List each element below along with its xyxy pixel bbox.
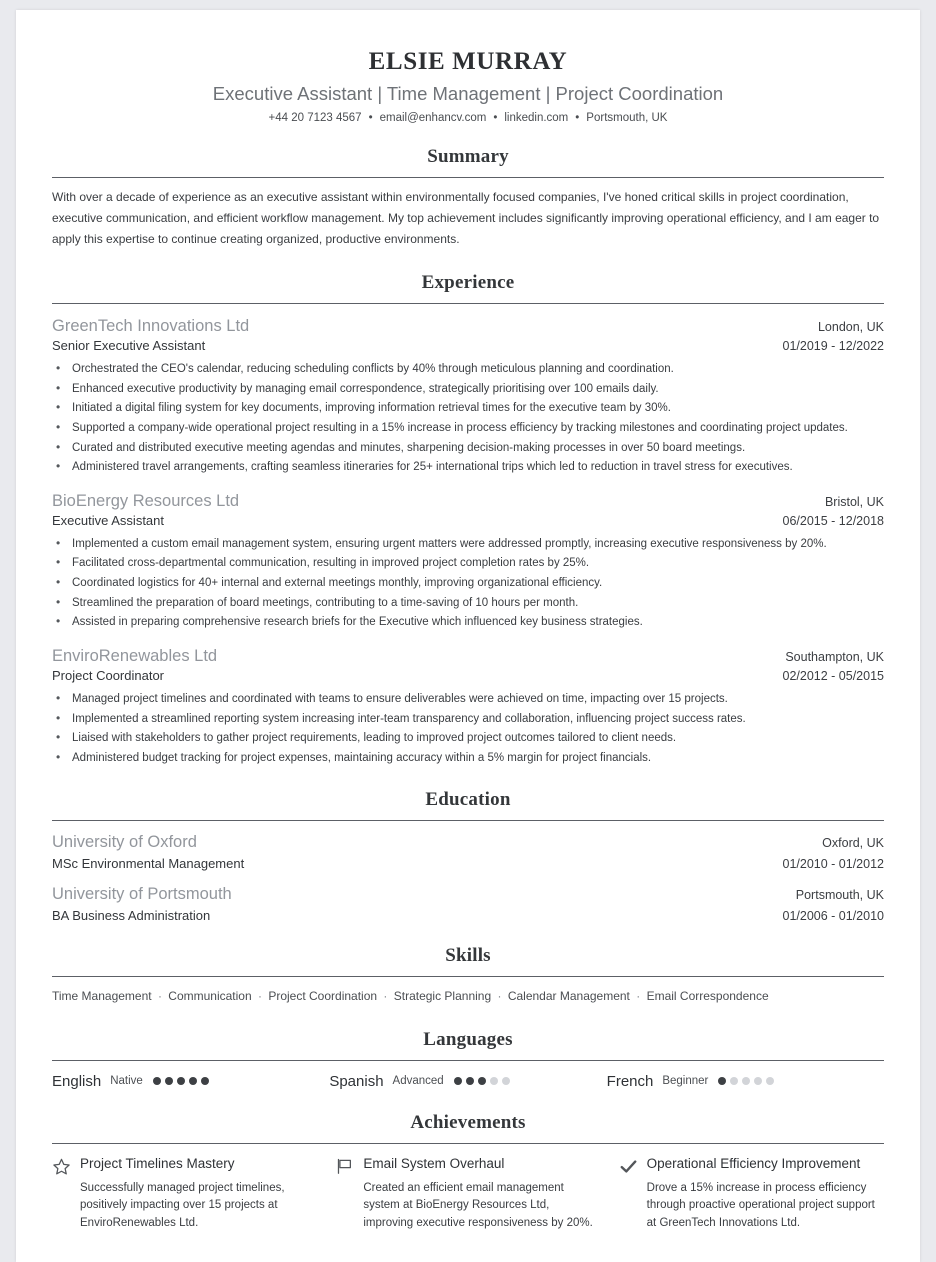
language-level-dot bbox=[742, 1077, 750, 1085]
employer-name: BioEnergy Resources Ltd bbox=[52, 491, 240, 510]
achievement-title: Operational Efficiency Improvement bbox=[646, 1155, 861, 1171]
section-summary bbox=[52, 146, 884, 250]
achievement-item bbox=[335, 1156, 600, 1233]
education-entry bbox=[52, 885, 884, 923]
section-achievements bbox=[52, 1112, 884, 1233]
education-dates: 01/2010 - 01/2012 bbox=[782, 857, 884, 872]
contact-item: email@enhancv.com bbox=[379, 112, 487, 124]
school-name: University of Oxford bbox=[52, 833, 197, 852]
contact-line bbox=[52, 112, 884, 124]
experience-entry bbox=[52, 317, 884, 477]
employment-dates: 02/2012 - 05/2015 bbox=[782, 668, 884, 683]
skill-separator: · bbox=[254, 989, 266, 1004]
skill-item: Time Management bbox=[52, 989, 152, 1004]
achievement-item bbox=[52, 1156, 317, 1233]
summary-text: With over a decade of experience as an executive assistant within environmentally focused companies, I've honed critical skills in project coordination, executive communication, and efficient workflow management. My top achievement includes significantly improving operational efficiency, and I am eager to apply this expertise to continue creating organized, productive environments. bbox=[52, 190, 880, 246]
section-title-achievements: Achievements bbox=[410, 1111, 526, 1133]
language-level-dot bbox=[177, 1077, 185, 1085]
experience-bullet: • Implemented a custom email management system, ensuring urgent matters were addressed promptly, increasing executive responsiveness by 20%. bbox=[52, 535, 884, 554]
candidate-headline: Executive Assistant | Time Management | Project Coordination bbox=[212, 83, 724, 104]
skill-separator: · bbox=[380, 989, 391, 1004]
achievement-description: Created an efficient email management system at BioEnergy Resources Ltd, improving executive responsiveness by 20%. bbox=[363, 1181, 593, 1230]
language-level-dot bbox=[454, 1077, 462, 1085]
experience-bullet: • Supported a company-wide operational project resulting in a 15% increase in process efficiency by tracking milestones and coordinating project updates. bbox=[52, 419, 884, 438]
language-level-dot bbox=[478, 1077, 486, 1085]
experience-bullet: • Initiated a digital filing system for key documents, improving information retrieval times for the executive team by 30%. bbox=[52, 399, 884, 418]
education-entry-header bbox=[52, 833, 884, 852]
experience-bullet: • Administered budget tracking for project expenses, maintaining accuracy within a 5% margin for project financials. bbox=[52, 749, 884, 768]
section-title-languages: Languages bbox=[423, 1028, 513, 1050]
section-divider bbox=[52, 976, 884, 977]
achievement-description: Successfully managed project timelines, positively impacting over 15 projects at EnviroRenewables Ltd. bbox=[80, 1181, 285, 1230]
contact-separator: • bbox=[368, 112, 373, 124]
achievement-title: Email System Overhaul bbox=[363, 1155, 505, 1171]
achievement-header bbox=[52, 1156, 317, 1176]
section-languages bbox=[52, 1029, 884, 1090]
school-location: Portsmouth, UK bbox=[795, 888, 884, 903]
achievement-description: Drove a 15% increase in process efficiency through proactive operational project support at GreenTech Innovations Ltd. bbox=[646, 1181, 875, 1230]
language-level-meter bbox=[153, 1077, 209, 1085]
language-level-dot bbox=[466, 1077, 474, 1085]
section-education bbox=[52, 789, 884, 923]
experience-bullet: • Facilitated cross-departmental communication, resulting in improved project completion rates by 25%. bbox=[52, 554, 884, 573]
experience-bullets bbox=[52, 690, 884, 768]
education-entry bbox=[52, 833, 884, 871]
experience-bullet: • Assisted in preparing comprehensive research briefs for the Executive which influenced key business strategies. bbox=[52, 613, 884, 632]
employment-dates: 06/2015 - 12/2018 bbox=[782, 513, 884, 528]
degree-name: MSc Environmental Management bbox=[52, 856, 245, 872]
skill-item: Project Coordination bbox=[268, 989, 378, 1004]
language-item bbox=[329, 1073, 606, 1090]
school-location: Oxford, UK bbox=[822, 836, 884, 851]
language-level-dot bbox=[201, 1077, 209, 1085]
job-title: Senior Executive Assistant bbox=[52, 338, 206, 353]
skills-list bbox=[52, 987, 884, 1006]
experience-entry bbox=[52, 647, 884, 768]
employer-name: EnviroRenewables Ltd bbox=[52, 646, 218, 665]
experience-bullet: • Administered travel arrangements, crafting seamless itineraries for 25+ international trips which led to reduction in travel stress for executives. bbox=[52, 458, 884, 477]
contact-item: +44 20 7123 4567 bbox=[268, 112, 362, 124]
experience-bullet: • Streamlined the preparation of board meetings, contributing to a time-saving of 10 hours per month. bbox=[52, 594, 884, 613]
experience-bullets bbox=[52, 535, 884, 632]
school-name: University of Portsmouth bbox=[52, 885, 232, 904]
employer-location: Bristol, UK bbox=[824, 494, 884, 509]
skill-separator: · bbox=[154, 989, 166, 1004]
language-level-dot bbox=[502, 1077, 510, 1085]
skill-item: Strategic Planning bbox=[393, 989, 492, 1004]
language-level-dot bbox=[490, 1077, 498, 1085]
language-level-dot bbox=[165, 1077, 173, 1085]
achievement-header bbox=[619, 1156, 884, 1176]
education-entry-header bbox=[52, 885, 884, 904]
achievement-item bbox=[619, 1156, 884, 1233]
language-level-dot bbox=[189, 1077, 197, 1085]
languages-list bbox=[52, 1073, 884, 1090]
resume-page bbox=[16, 10, 920, 1262]
education-list bbox=[52, 833, 884, 923]
experience-bullets bbox=[52, 360, 884, 477]
contact-separator: • bbox=[493, 112, 498, 124]
experience-entry-subheader bbox=[52, 513, 884, 528]
employer-location: Southampton, UK bbox=[785, 649, 884, 664]
language-name: Spanish bbox=[329, 1072, 384, 1090]
resume-content bbox=[16, 10, 920, 1233]
section-divider bbox=[52, 820, 884, 821]
education-entry-subheader bbox=[52, 854, 884, 871]
employment-dates: 01/2019 - 12/2022 bbox=[782, 339, 884, 353]
skill-separator: · bbox=[632, 989, 644, 1004]
job-title: Executive Assistant bbox=[52, 512, 164, 528]
experience-entry-header bbox=[52, 317, 884, 336]
skill-item: Calendar Management bbox=[507, 989, 630, 1004]
experience-bullet: • Managed project timelines and coordinated with teams to ensure deliverables were achieved on time, impacting over 15 projects. bbox=[52, 690, 884, 709]
skill-item: Email Correspondence bbox=[646, 989, 769, 1004]
section-divider bbox=[52, 1143, 884, 1144]
experience-bullet: • Enhanced executive productivity by managing email correspondence, strategically prioritising over 100 emails daily. bbox=[52, 380, 884, 399]
achievement-title: Project Timelines Mastery bbox=[80, 1155, 235, 1171]
resume-header bbox=[52, 48, 884, 124]
candidate-name: ELSIE MURRAY bbox=[368, 48, 568, 75]
language-name: French bbox=[606, 1072, 654, 1090]
achievements-list bbox=[52, 1156, 884, 1233]
achievement-header bbox=[335, 1156, 600, 1176]
section-title-education: Education bbox=[425, 789, 511, 811]
experience-bullet: • Implemented a streamlined reporting system increasing inter-team transparency and collaboration, influencing project success rates. bbox=[52, 710, 884, 729]
job-title: Project Coordinator bbox=[52, 667, 164, 683]
star-icon bbox=[52, 1157, 71, 1176]
contact-item: linkedin.com bbox=[504, 112, 569, 124]
language-item bbox=[52, 1073, 329, 1090]
contact-separator: • bbox=[575, 112, 580, 124]
section-title-experience: Experience bbox=[421, 272, 515, 293]
section-skills bbox=[52, 945, 884, 1006]
section-divider bbox=[52, 177, 884, 178]
section-experience bbox=[52, 272, 884, 767]
experience-list bbox=[52, 317, 884, 767]
language-name: English bbox=[52, 1072, 102, 1090]
language-level-dot bbox=[730, 1077, 738, 1085]
experience-bullet: • Liaised with stakeholders to gather project requirements, leading to improved project outcomes tailored to client needs. bbox=[52, 729, 884, 748]
flag-icon bbox=[335, 1157, 354, 1176]
contact-item: Portsmouth, UK bbox=[586, 112, 668, 124]
employer-location: London, UK bbox=[817, 320, 884, 334]
experience-entry-subheader bbox=[52, 338, 884, 353]
language-level-label: Native bbox=[110, 1075, 143, 1088]
language-level-meter bbox=[718, 1077, 774, 1085]
language-level-dot bbox=[766, 1077, 774, 1085]
employer-name: GreenTech Innovations Ltd bbox=[52, 317, 250, 335]
language-item bbox=[607, 1073, 884, 1090]
section-title-summary: Summary bbox=[427, 146, 509, 167]
education-entry-subheader bbox=[52, 906, 884, 923]
skill-item: Communication bbox=[168, 989, 252, 1004]
skill-separator: · bbox=[494, 989, 505, 1004]
language-level-dot bbox=[754, 1077, 762, 1085]
degree-name: BA Business Administration bbox=[52, 908, 211, 924]
experience-bullet: • Curated and distributed executive meeting agendas and minutes, sharpening decision-making processes in over 50 board meetings. bbox=[52, 439, 884, 458]
language-level-dot bbox=[153, 1077, 161, 1085]
language-level-meter bbox=[454, 1077, 510, 1085]
experience-entry bbox=[52, 492, 884, 632]
education-dates: 01/2006 - 01/2010 bbox=[782, 909, 884, 924]
experience-entry-header bbox=[52, 492, 884, 511]
section-title-skills: Skills bbox=[445, 945, 491, 967]
experience-bullet: • Coordinated logistics for 40+ internal and external meetings monthly, improving organizational efficiency. bbox=[52, 574, 884, 593]
check-icon bbox=[619, 1157, 638, 1176]
experience-entry-header bbox=[52, 647, 884, 666]
experience-bullet: • Orchestrated the CEO's calendar, reducing scheduling conflicts by 40% through meticulous planning and coordination. bbox=[52, 360, 884, 379]
language-level-label: Advanced bbox=[392, 1075, 444, 1088]
section-divider bbox=[52, 1060, 884, 1061]
language-level-dot bbox=[718, 1077, 726, 1085]
language-level-label: Beginner bbox=[662, 1075, 709, 1088]
section-divider bbox=[52, 303, 884, 304]
experience-entry-subheader bbox=[52, 668, 884, 683]
